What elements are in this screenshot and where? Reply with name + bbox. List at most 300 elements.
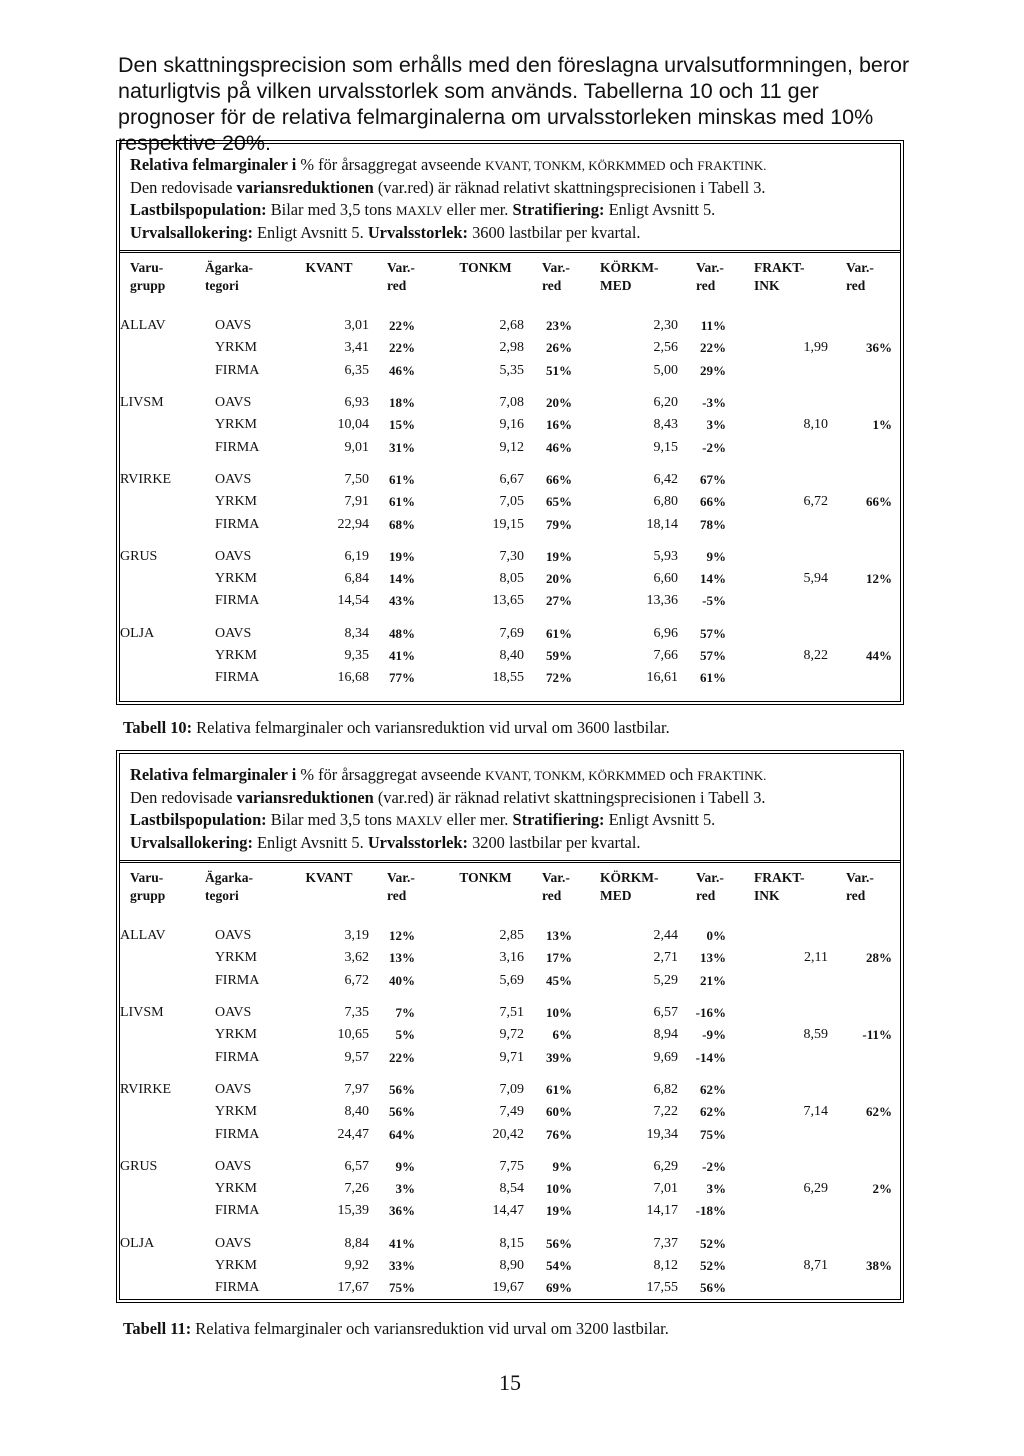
variance-reduction-cell: 16% xyxy=(546,417,572,433)
margin-cell: 18,14 xyxy=(646,516,678,532)
group-name: ALLAV xyxy=(120,318,166,334)
margin-cell: 8,34 xyxy=(344,625,369,641)
variance-reduction-cell: 11% xyxy=(700,318,726,334)
margin-cell: 10,65 xyxy=(337,1027,369,1043)
column-header: Var.- red xyxy=(846,870,874,903)
margin-cell: 14,17 xyxy=(646,1203,678,1219)
fraktink-variance-cell: 38% xyxy=(866,1258,892,1273)
margin-cell: 13,36 xyxy=(646,593,678,609)
margin-cell: 2,56 xyxy=(653,340,678,356)
fraktink-cell: 8,71 xyxy=(803,1258,828,1273)
table-row xyxy=(120,1233,902,1255)
table-header-note: Relativa felmarginaler i % för årsaggregat avseende KVANT, TONKM, KÖRKMMED och FRAKTINK. Den redovisade variansreduktionen (var.red) är räknad relativt skattningsprecisionen i Tabell 3. Lastbilspopulation: Bilar med 3,5 tons MAXLV eller mer. Stratifiering: Enligt Avsnitt 5. Urvalsallokering: Enligt Avsnitt 5. Urvalsstorlek: 3200 lastbilar per kvartal. xyxy=(120,754,900,863)
table-row xyxy=(120,1024,902,1046)
margin-cell: 10,04 xyxy=(337,417,369,433)
margin-cell: 7,49 xyxy=(499,1104,524,1120)
owner-category: YRKM xyxy=(215,950,258,966)
group-name xyxy=(120,1101,205,1123)
fraktink-cell xyxy=(754,469,832,491)
variance-reduction-cell: 20% xyxy=(546,571,572,587)
fraktink-variance-cell xyxy=(832,970,902,992)
fraktink-variance-cell: -11% xyxy=(862,1027,892,1043)
table-row xyxy=(120,546,902,568)
group-name: OLJA xyxy=(120,1235,155,1251)
margin-cell: 7,66 xyxy=(653,648,678,663)
variance-reduction-cell: 27% xyxy=(546,593,572,609)
variance-reduction-cell: 54% xyxy=(546,1258,572,1273)
margin-cell: 7,51 xyxy=(499,1005,524,1021)
owner-category: OAVS xyxy=(215,548,252,564)
margin-cell: 2,30 xyxy=(653,318,678,334)
owner-category: OAVS xyxy=(215,395,252,411)
fraktink-cell xyxy=(754,623,832,645)
variance-reduction-cell: 22% xyxy=(700,340,726,356)
fraktink-cell xyxy=(754,315,832,337)
variance-reduction-cell: -2% xyxy=(702,439,726,455)
group-name xyxy=(120,1024,205,1046)
fraktink-cell xyxy=(754,436,832,458)
margin-cell: 13,65 xyxy=(492,593,524,609)
owner-category: FIRMA xyxy=(215,362,260,378)
owner-category: YRKM xyxy=(215,648,258,663)
variance-reduction-cell: 19% xyxy=(546,548,572,564)
fraktink-cell: 6,29 xyxy=(803,1181,828,1197)
table-row xyxy=(120,1079,902,1101)
margin-cell: 7,75 xyxy=(499,1158,524,1174)
column-header: TONKM xyxy=(459,260,512,275)
fraktink-variance-cell xyxy=(832,360,902,382)
group-name xyxy=(120,1178,205,1200)
variance-reduction-cell: 17% xyxy=(546,950,572,966)
fraktink-variance-cell xyxy=(832,1079,902,1101)
table-row xyxy=(120,1156,902,1178)
owner-category: OAVS xyxy=(215,1081,252,1097)
margin-cell: 7,08 xyxy=(499,395,524,411)
fraktink-cell xyxy=(754,360,832,382)
variance-reduction-cell: 5% xyxy=(395,1027,415,1043)
group-name xyxy=(120,970,205,992)
margin-cell: 3,01 xyxy=(344,318,369,334)
owner-category: YRKM xyxy=(215,417,258,433)
table-10-box xyxy=(116,140,904,705)
variance-reduction-cell: 62% xyxy=(700,1081,726,1097)
margin-cell: 6,60 xyxy=(653,571,678,587)
fraktink-cell xyxy=(754,1002,832,1024)
table-row xyxy=(120,645,902,667)
group-name xyxy=(120,947,205,969)
margin-cell: 8,54 xyxy=(499,1181,524,1197)
variance-reduction-cell: 61% xyxy=(546,625,572,641)
column-header: Var.- red xyxy=(696,260,724,293)
margin-cell: 7,35 xyxy=(344,1005,369,1021)
fraktink-variance-cell xyxy=(832,1002,902,1024)
margin-cell: 3,62 xyxy=(344,950,369,966)
table-row xyxy=(120,947,902,969)
table-row xyxy=(120,1255,902,1277)
variance-reduction-cell: 78% xyxy=(700,516,726,532)
margin-cell: 6,29 xyxy=(653,1158,678,1174)
variance-reduction-cell: 22% xyxy=(389,1049,415,1065)
margin-cell: 9,72 xyxy=(499,1027,524,1043)
variance-reduction-cell: 65% xyxy=(546,494,572,510)
variance-reduction-cell: 75% xyxy=(700,1126,726,1142)
variance-reduction-cell: 66% xyxy=(700,494,726,510)
group-name: LIVSM xyxy=(120,395,164,411)
owner-category: FIRMA xyxy=(215,1126,260,1142)
table-10-caption: Tabell 10: Relativa felmarginaler och variansreduktion vid urval om 3600 lastbilar. xyxy=(123,718,670,737)
group-name xyxy=(120,1123,205,1145)
fraktink-cell: 5,94 xyxy=(803,571,828,587)
fraktink-cell xyxy=(754,1123,832,1145)
fraktink-variance-cell: 12% xyxy=(866,571,892,587)
fraktink-variance-cell xyxy=(832,436,902,458)
margin-cell: 5,00 xyxy=(653,362,678,378)
variance-reduction-cell: 68% xyxy=(389,516,415,532)
fraktink-variance-cell xyxy=(832,590,902,612)
fraktink-variance-cell xyxy=(832,1156,902,1178)
variance-reduction-cell: 9% xyxy=(706,548,726,564)
fraktink-variance-cell: 62% xyxy=(866,1104,892,1120)
group-name: ALLAV xyxy=(120,928,166,944)
variance-reduction-cell: 9% xyxy=(395,1158,415,1174)
variance-reduction-cell: 61% xyxy=(546,1081,572,1097)
margin-cell: 3,16 xyxy=(499,950,524,966)
owner-category: YRKM xyxy=(215,571,258,587)
margin-cell: 7,50 xyxy=(344,471,369,487)
variance-reduction-cell: 46% xyxy=(389,362,415,378)
margin-cell: 6,93 xyxy=(344,395,369,411)
fraktink-cell xyxy=(754,970,832,992)
variance-reduction-cell: 40% xyxy=(389,972,415,988)
margin-cell: 2,98 xyxy=(499,340,524,356)
variance-reduction-cell: 61% xyxy=(389,494,415,510)
column-header: Var.- red xyxy=(542,870,570,903)
variance-reduction-cell: 72% xyxy=(546,670,572,686)
column-header: Var.- red xyxy=(696,870,724,903)
owner-category: YRKM xyxy=(215,1104,258,1120)
owner-category: FIRMA xyxy=(215,670,260,686)
table-row xyxy=(120,491,902,513)
margin-cell: 8,15 xyxy=(499,1235,524,1251)
owner-category: OAVS xyxy=(215,1235,252,1251)
margin-cell: 9,15 xyxy=(653,439,678,455)
variance-reduction-cell: 13% xyxy=(389,950,415,966)
variance-reduction-cell: 20% xyxy=(546,395,572,411)
margin-cell: 6,80 xyxy=(653,494,678,510)
table-row xyxy=(120,1101,902,1123)
owner-category: OAVS xyxy=(215,318,252,334)
table-row xyxy=(120,436,902,458)
fraktink-variance-cell xyxy=(832,623,902,645)
group-name xyxy=(120,1046,205,1068)
variance-reduction-cell: 57% xyxy=(700,625,726,641)
variance-reduction-cell: 19% xyxy=(546,1203,572,1219)
group-name xyxy=(120,436,205,458)
variance-reduction-cell: 56% xyxy=(546,1235,572,1251)
variance-reduction-cell: 75% xyxy=(389,1280,415,1296)
variance-reduction-cell: 33% xyxy=(389,1258,415,1273)
fraktink-cell: 6,72 xyxy=(803,494,828,510)
data-table xyxy=(120,253,902,689)
variance-reduction-cell: 77% xyxy=(389,670,415,686)
owner-category: YRKM xyxy=(215,340,258,356)
owner-category: OAVS xyxy=(215,928,252,944)
group-name xyxy=(120,590,205,612)
table-row xyxy=(120,568,902,590)
margin-cell: 7,97 xyxy=(344,1081,369,1097)
group-name: GRUS xyxy=(120,548,158,564)
table-row xyxy=(120,590,902,612)
variance-reduction-cell: 60% xyxy=(546,1104,572,1120)
fraktink-cell: 8,59 xyxy=(803,1027,828,1043)
owner-category: YRKM xyxy=(215,1027,258,1043)
fraktink-variance-cell xyxy=(832,469,902,491)
margin-cell: 22,94 xyxy=(337,516,369,532)
table-row xyxy=(120,1178,902,1200)
variance-reduction-cell: 45% xyxy=(546,972,572,988)
fraktink-cell xyxy=(754,1277,832,1299)
column-header: FRAKT- INK xyxy=(754,260,805,293)
margin-cell: 9,16 xyxy=(499,417,524,433)
variance-reduction-cell: 41% xyxy=(389,1235,415,1251)
margin-cell: 6,84 xyxy=(344,571,369,587)
variance-reduction-cell: 29% xyxy=(700,362,726,378)
margin-cell: 17,67 xyxy=(337,1280,369,1296)
group-name: OLJA xyxy=(120,625,155,641)
table-row xyxy=(120,469,902,491)
margin-cell: 2,68 xyxy=(499,318,524,334)
variance-reduction-cell: 13% xyxy=(546,928,572,944)
group-name xyxy=(120,568,205,590)
group-name: RVIRKE xyxy=(120,1081,171,1097)
owner-category: OAVS xyxy=(215,625,252,641)
margin-cell: 6,20 xyxy=(653,395,678,411)
table-row xyxy=(120,414,902,436)
owner-category: FIRMA xyxy=(215,1280,260,1296)
table-header-note: Relativa felmarginaler i % för årsaggregat avseende KVANT, TONKM, KÖRKMMED och FRAKTINK. Den redovisade variansreduktionen (var.red) är räknad relativt skattningsprecisionen i Tabell 3. Lastbilspopulation: Bilar med 3,5 tons MAXLV eller mer. Stratifiering: Enligt Avsnitt 5. Urvalsallokering: Enligt Avsnitt 5. Urvalsstorlek: 3600 lastbilar per kvartal. xyxy=(120,144,900,253)
variance-reduction-cell: 62% xyxy=(700,1104,726,1120)
margin-cell: 9,92 xyxy=(344,1258,369,1273)
owner-category: OAVS xyxy=(215,1005,252,1021)
fraktink-variance-cell xyxy=(832,1046,902,1068)
margin-cell: 7,09 xyxy=(499,1081,524,1097)
variance-reduction-cell: 9% xyxy=(552,1158,572,1174)
margin-cell: 6,57 xyxy=(344,1158,369,1174)
margin-cell: 8,12 xyxy=(653,1258,678,1273)
variance-reduction-cell: 56% xyxy=(389,1104,415,1120)
margin-cell: 6,82 xyxy=(653,1081,678,1097)
variance-reduction-cell: 6% xyxy=(552,1027,572,1043)
margin-cell: 6,57 xyxy=(653,1005,678,1021)
fraktink-variance-cell xyxy=(832,1233,902,1255)
margin-cell: 9,69 xyxy=(653,1049,678,1065)
variance-reduction-cell: 22% xyxy=(389,318,415,334)
table-row xyxy=(120,1123,902,1145)
variance-reduction-cell: 22% xyxy=(389,340,415,356)
margin-cell: 20,42 xyxy=(492,1126,524,1142)
fraktink-variance-cell xyxy=(832,925,902,947)
margin-cell: 3,41 xyxy=(344,340,369,356)
table-row xyxy=(120,1200,902,1222)
fraktink-cell: 8,22 xyxy=(803,648,828,663)
variance-reduction-cell: 57% xyxy=(700,648,726,663)
owner-category: OAVS xyxy=(215,471,252,487)
fraktink-cell xyxy=(754,590,832,612)
owner-category: FIRMA xyxy=(215,1049,260,1065)
margin-cell: 6,67 xyxy=(499,471,524,487)
variance-reduction-cell: 18% xyxy=(389,395,415,411)
margin-cell: 17,55 xyxy=(646,1280,678,1296)
variance-reduction-cell: 48% xyxy=(389,625,415,641)
fraktink-cell xyxy=(754,1233,832,1255)
variance-reduction-cell: 79% xyxy=(546,516,572,532)
variance-reduction-cell: 3% xyxy=(706,417,726,433)
margin-cell: 8,94 xyxy=(653,1027,678,1043)
margin-cell: 8,05 xyxy=(499,571,524,587)
variance-reduction-cell: 31% xyxy=(389,439,415,455)
owner-category: FIRMA xyxy=(215,972,260,988)
intro-paragraph: Den skattningsprecision som erhålls med den föreslagna urvalsutformningen, beror naturligtvis på vilken urvalsstorlek som används. Tabellerna 10 och 11 ger prognoser för de relativa felmarginalerna om urvalsstorleken minskas med 10% respektive 20%. xyxy=(118,53,910,155)
fraktink-cell xyxy=(754,1079,832,1101)
margin-cell: 9,71 xyxy=(499,1049,524,1065)
fraktink-variance-cell xyxy=(832,1200,902,1222)
variance-reduction-cell: 52% xyxy=(700,1258,726,1273)
group-name xyxy=(120,1255,205,1277)
group-name xyxy=(120,513,205,535)
table-row xyxy=(120,925,902,947)
group-name xyxy=(120,360,205,382)
margin-cell: 7,05 xyxy=(499,494,524,510)
margin-cell: 7,01 xyxy=(653,1181,678,1197)
margin-cell: 24,47 xyxy=(337,1126,369,1142)
fraktink-cell xyxy=(754,392,832,414)
group-name xyxy=(120,491,205,513)
fraktink-variance-cell: 28% xyxy=(866,950,892,966)
variance-reduction-cell: 15% xyxy=(389,417,415,433)
table-row xyxy=(120,623,902,645)
variance-reduction-cell: 64% xyxy=(389,1126,415,1142)
fraktink-cell: 2,11 xyxy=(804,950,828,966)
margin-cell: 2,71 xyxy=(653,950,678,966)
table-row xyxy=(120,1002,902,1024)
margin-cell: 7,22 xyxy=(653,1104,678,1120)
variance-reduction-cell: -18% xyxy=(695,1203,726,1219)
variance-reduction-cell: 39% xyxy=(546,1049,572,1065)
column-header: Ägarka- tegori xyxy=(205,260,253,293)
table-11-caption: Tabell 11: Relativa felmarginaler och variansreduktion vid urval om 3200 lastbilar. xyxy=(123,1319,669,1338)
column-header: Var.- red xyxy=(846,260,874,293)
column-header: KVANT xyxy=(305,260,353,275)
margin-cell: 9,12 xyxy=(499,439,524,455)
margin-cell: 7,30 xyxy=(499,548,524,564)
column-header: Varu- grupp xyxy=(130,260,166,293)
margin-cell: 6,96 xyxy=(653,625,678,641)
variance-reduction-cell: 41% xyxy=(389,648,415,663)
owner-category: YRKM xyxy=(215,494,258,510)
fraktink-cell xyxy=(754,546,832,568)
margin-cell: 16,68 xyxy=(337,670,369,686)
variance-reduction-cell: 61% xyxy=(700,670,726,686)
variance-reduction-cell: 12% xyxy=(389,928,415,944)
margin-cell: 6,42 xyxy=(653,471,678,487)
column-header: KÖRKM- MED xyxy=(600,870,659,903)
variance-reduction-cell: -16% xyxy=(695,1005,726,1021)
variance-reduction-cell: 61% xyxy=(389,471,415,487)
margin-cell: 15,39 xyxy=(337,1203,369,1219)
column-header: Var.- red xyxy=(542,260,570,293)
margin-cell: 19,67 xyxy=(492,1280,524,1296)
variance-reduction-cell: -5% xyxy=(702,593,726,609)
fraktink-variance-cell xyxy=(832,315,902,337)
margin-cell: 9,01 xyxy=(344,439,369,455)
margin-cell: 3,19 xyxy=(344,928,369,944)
variance-reduction-cell: 0% xyxy=(706,928,726,944)
fraktink-cell xyxy=(754,1156,832,1178)
margin-cell: 19,15 xyxy=(492,516,524,532)
fraktink-variance-cell xyxy=(832,667,902,689)
margin-cell: 16,61 xyxy=(646,670,678,686)
group-name xyxy=(120,414,205,436)
variance-reduction-cell: 10% xyxy=(546,1181,572,1197)
variance-reduction-cell: 46% xyxy=(546,439,572,455)
column-header: FRAKT- INK xyxy=(754,870,805,903)
variance-reduction-cell: -3% xyxy=(702,395,726,411)
table-row xyxy=(120,337,902,359)
column-header: Var.- red xyxy=(387,260,415,293)
margin-cell: 8,40 xyxy=(344,1104,369,1120)
fraktink-cell xyxy=(754,667,832,689)
group-name xyxy=(120,1200,205,1222)
margin-cell: 18,55 xyxy=(492,670,524,686)
variance-reduction-cell: 26% xyxy=(546,340,572,356)
margin-cell: 7,26 xyxy=(344,1181,369,1197)
column-header: Var.- red xyxy=(387,870,415,903)
variance-reduction-cell: 21% xyxy=(700,972,726,988)
table-row xyxy=(120,1277,902,1299)
group-name: RVIRKE xyxy=(120,471,171,487)
fraktink-variance-cell xyxy=(832,546,902,568)
fraktink-variance-cell: 36% xyxy=(866,340,892,356)
variance-reduction-cell: 66% xyxy=(546,471,572,487)
table-row xyxy=(120,1046,902,1068)
variance-reduction-cell: 69% xyxy=(546,1280,572,1296)
variance-reduction-cell: 23% xyxy=(546,318,572,334)
fraktink-variance-cell xyxy=(832,392,902,414)
owner-category: YRKM xyxy=(215,1258,258,1273)
margin-cell: 5,29 xyxy=(653,972,678,988)
fraktink-variance-cell: 2% xyxy=(872,1181,892,1197)
group-name xyxy=(120,1277,205,1299)
margin-cell: 8,40 xyxy=(499,648,524,663)
group-name: LIVSM xyxy=(120,1005,164,1021)
fraktink-variance-cell: 66% xyxy=(866,494,892,510)
fraktink-cell: 1,99 xyxy=(803,340,828,356)
column-header: KVANT xyxy=(305,870,353,885)
margin-cell: 14,47 xyxy=(492,1203,524,1219)
data-table xyxy=(120,863,902,1299)
table-11-box xyxy=(116,750,904,1303)
variance-reduction-cell: 51% xyxy=(546,362,572,378)
variance-reduction-cell: 43% xyxy=(389,593,415,609)
margin-cell: 6,19 xyxy=(344,548,369,564)
table-row xyxy=(120,667,902,689)
variance-reduction-cell: 3% xyxy=(395,1181,415,1197)
group-name: GRUS xyxy=(120,1158,158,1174)
fraktink-cell: 7,14 xyxy=(803,1104,828,1120)
variance-reduction-cell: 76% xyxy=(546,1126,572,1142)
margin-cell: 7,91 xyxy=(344,494,369,510)
table-row xyxy=(120,392,902,414)
